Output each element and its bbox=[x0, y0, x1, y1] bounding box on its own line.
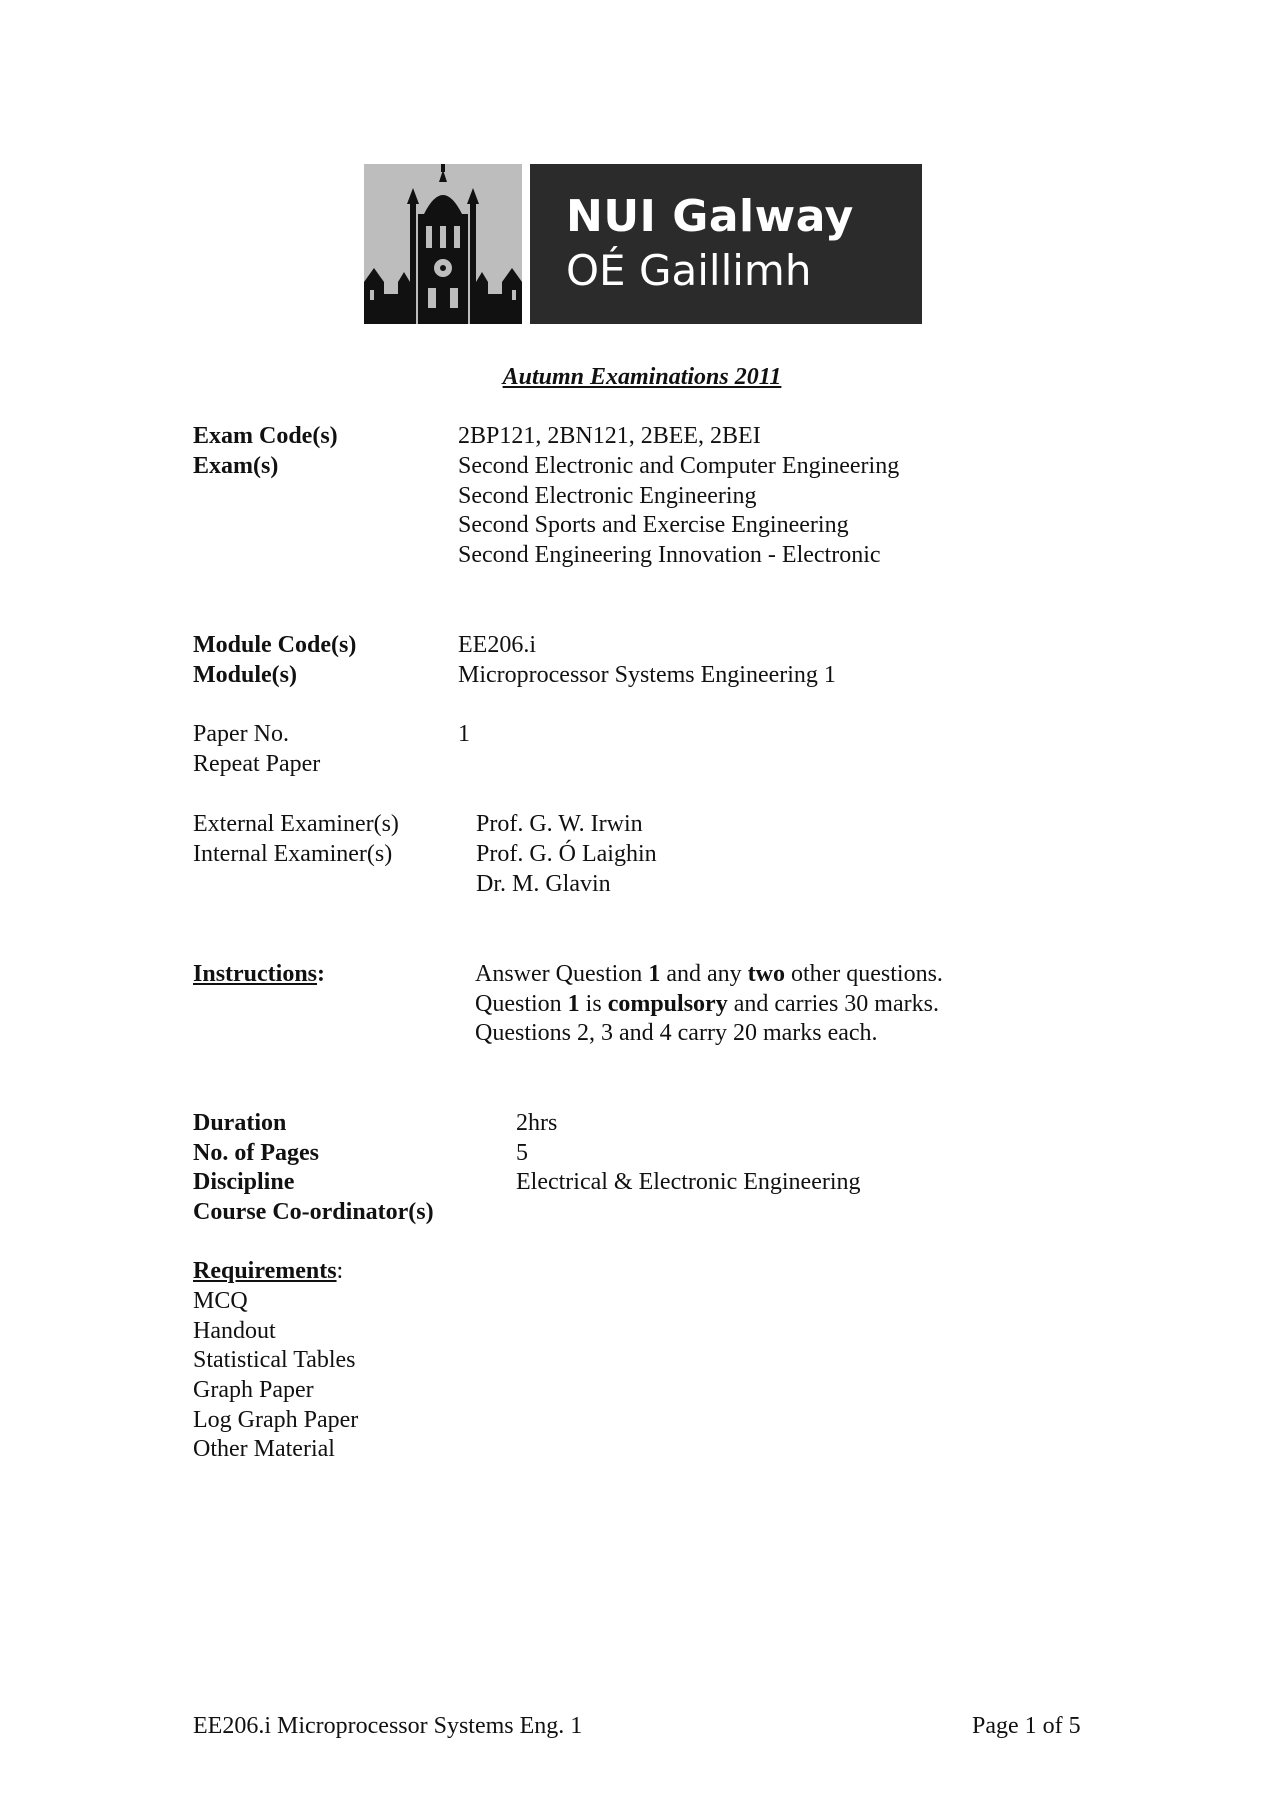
internal-examiner-name: Dr. M. Glavin bbox=[476, 871, 611, 897]
no-of-pages-value: 5 bbox=[516, 1140, 528, 1166]
duration-label: Duration bbox=[193, 1110, 287, 1136]
exam-session-title: Autumn Examinations 2011 bbox=[502, 364, 782, 390]
footer-module-name: EE206.i Microprocessor Systems Eng. 1 bbox=[193, 1713, 583, 1739]
course-coordinators-label: Course Co-ordinator(s) bbox=[193, 1199, 434, 1225]
footer-page-number: Page 1 of 5 bbox=[972, 1713, 1081, 1739]
instruction-line: Answer Question 1 and any two other questions. bbox=[475, 961, 943, 987]
no-of-pages-label: No. of Pages bbox=[193, 1140, 319, 1166]
exam-name: Second Electronic and Computer Engineering bbox=[458, 453, 900, 479]
module-codes-label: Module Code(s) bbox=[193, 632, 357, 658]
logo-irish-name: OÉ Gaillimh bbox=[566, 246, 812, 295]
exam-codes-label: Exam Code(s) bbox=[193, 423, 338, 449]
logo-divider bbox=[522, 164, 530, 324]
repeat-paper-label: Repeat Paper bbox=[193, 751, 321, 777]
internal-examiner-name: Prof. G. Ó Laighin bbox=[476, 841, 657, 867]
logo-wordmark bbox=[530, 164, 922, 324]
instruction-line: Questions 2, 3 and 4 carry 20 marks each. bbox=[475, 1020, 878, 1046]
modules-label: Module(s) bbox=[193, 662, 297, 688]
external-examiners-label: External Examiner(s) bbox=[193, 811, 399, 837]
module-codes-value: EE206.i bbox=[458, 632, 536, 658]
instruction-line: Question 1 is compulsory and carries 30 marks. bbox=[475, 991, 939, 1017]
exam-name: Second Engineering Innovation - Electronic bbox=[458, 542, 881, 568]
requirement-item: Handout bbox=[193, 1318, 276, 1344]
paper-no-label: Paper No. bbox=[193, 721, 289, 747]
instructions-label: Instructions: bbox=[193, 961, 326, 987]
requirements-label: Requirements: bbox=[193, 1258, 344, 1284]
exam-name: Second Sports and Exercise Engineering bbox=[458, 512, 849, 538]
internal-examiners-label: Internal Examiner(s) bbox=[193, 841, 393, 867]
tower-emblem-icon bbox=[364, 164, 522, 324]
discipline-value: Electrical & Electronic Engineering bbox=[516, 1169, 861, 1195]
exams-label: Exam(s) bbox=[193, 453, 279, 479]
university-logo bbox=[364, 164, 922, 324]
modules-value: Microprocessor Systems Engineering 1 bbox=[458, 662, 836, 688]
requirement-item: Other Material bbox=[193, 1436, 335, 1462]
requirement-item: Log Graph Paper bbox=[193, 1407, 359, 1433]
requirement-item: Statistical Tables bbox=[193, 1347, 356, 1373]
exam-codes-value: 2BP121, 2BN121, 2BEE, 2BEI bbox=[458, 423, 761, 449]
requirement-item: MCQ bbox=[193, 1288, 248, 1314]
duration-value: 2hrs bbox=[516, 1110, 558, 1136]
exam-name: Second Electronic Engineering bbox=[458, 483, 757, 509]
requirement-item: Graph Paper bbox=[193, 1377, 314, 1403]
logo-english-name: NUI Galway bbox=[566, 191, 854, 242]
external-examiner-name: Prof. G. W. Irwin bbox=[476, 811, 643, 837]
paper-no-value: 1 bbox=[458, 721, 470, 747]
discipline-label: Discipline bbox=[193, 1169, 295, 1195]
